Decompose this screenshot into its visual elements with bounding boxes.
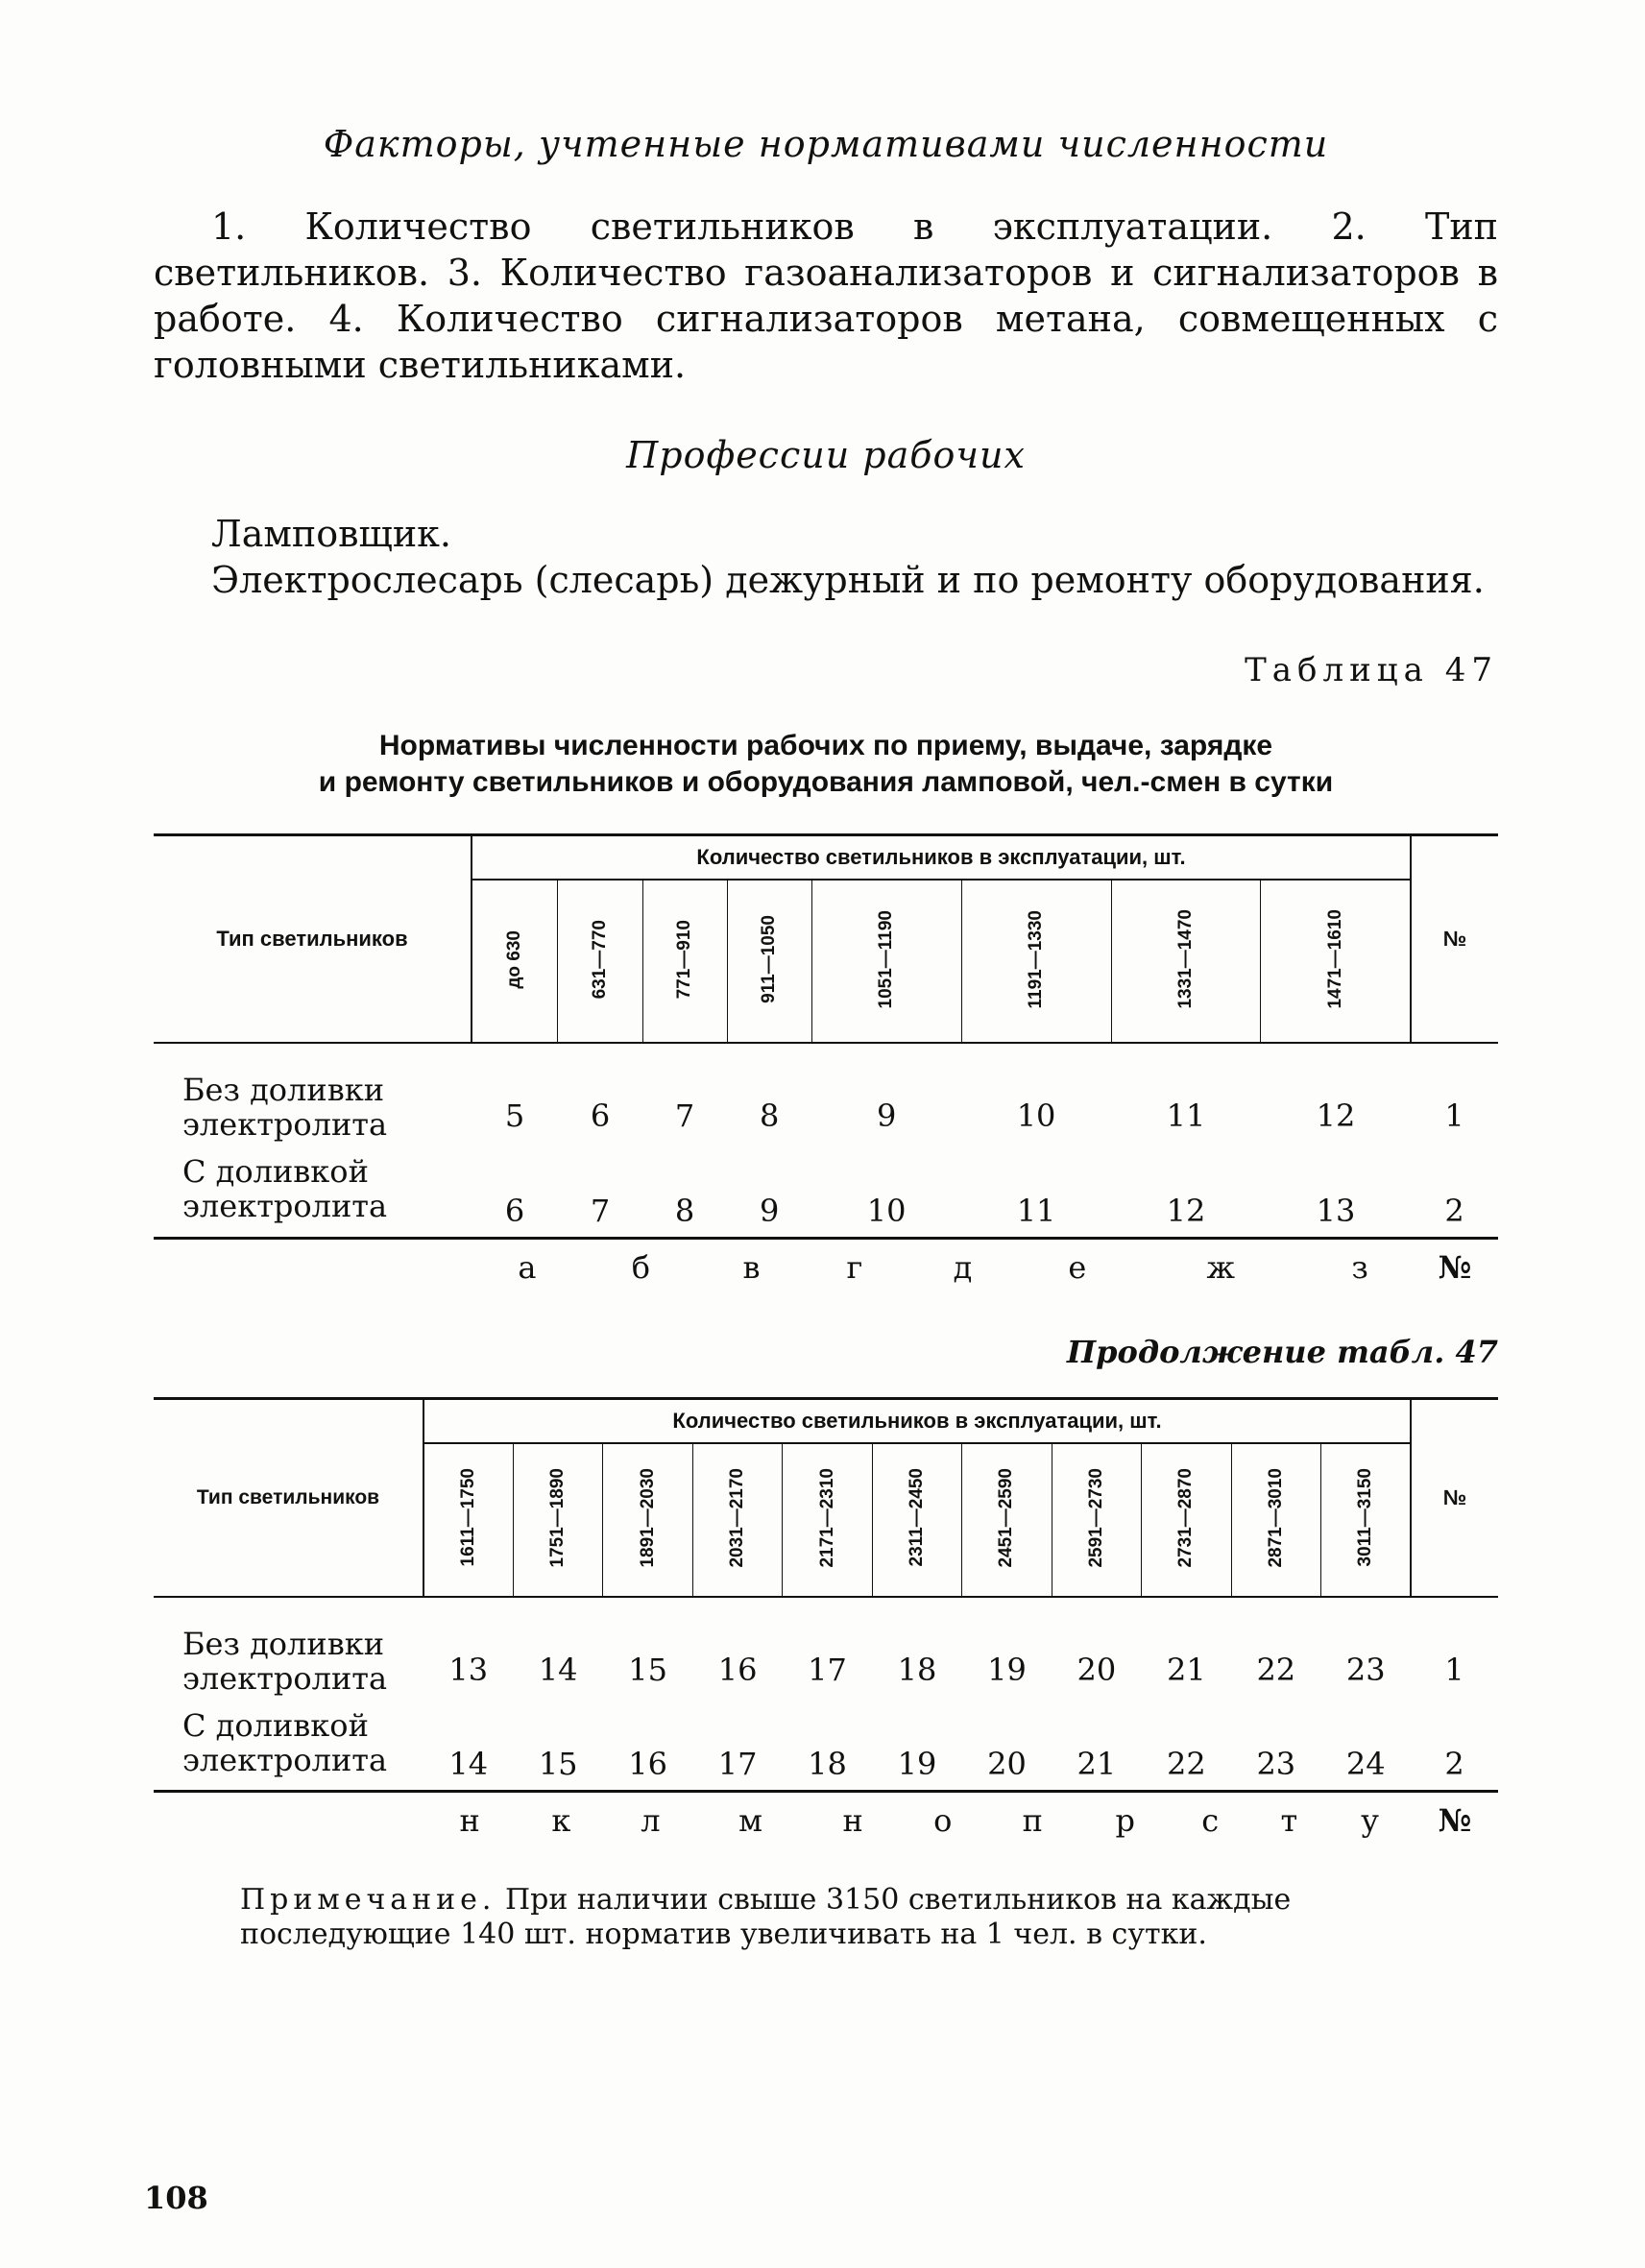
professions-title: Профессии рабочих: [626, 434, 1026, 476]
footer-spacer: [154, 1240, 471, 1295]
footer-letter: е: [1068, 1248, 1087, 1286]
footer-row: [154, 1240, 1498, 1295]
column-header: до 630: [472, 880, 558, 1043]
table-row: [154, 1597, 1498, 1696]
table-title: [154, 728, 1498, 801]
footer-letter: г: [846, 1248, 863, 1286]
footer-letter: к: [551, 1802, 571, 1839]
table-row: [154, 1696, 1498, 1792]
row-number: 1: [1444, 1098, 1464, 1134]
cell: 5: [504, 1098, 525, 1134]
factors-paragraph: 1. Количество светильников в эксплуатации. 2. Тип светильников. 3. Количество газоанализаторов и сигнализаторов в работе. 4. Количество сигнализаторов метана, совмещенных с головными светильниками.: [154, 205, 1498, 386]
column-header: 2871—3010: [1231, 1443, 1320, 1597]
column-header: 1051—1190: [811, 880, 961, 1043]
footer-letter: ж: [1206, 1248, 1235, 1286]
cell: 24: [1345, 1746, 1386, 1782]
factors-text: [154, 204, 1498, 388]
cell: 13: [1316, 1192, 1356, 1229]
page-number: 108: [144, 2180, 208, 2216]
table-1-footer: [154, 1240, 1498, 1295]
footer-letter: б: [631, 1248, 650, 1286]
cell: 9: [876, 1098, 897, 1134]
note-text: При наличии свыше 3150 светильников на каждые последующие 140 шт. норматив увеличивать на 1 чел. в сутки.: [240, 1883, 1292, 1951]
column-header: 2311—2450: [872, 1443, 961, 1597]
column-header: 1331—1470: [1111, 880, 1261, 1043]
row-label: Без доливки электролита: [182, 1072, 388, 1143]
footer-letter: м: [738, 1802, 763, 1839]
cell: 6: [590, 1098, 611, 1134]
type-header: Тип светильников: [154, 835, 472, 1044]
table-label: Таблица 47: [1245, 651, 1498, 689]
column-header: 1471—1610: [1261, 880, 1411, 1043]
column-header: 2591—2730: [1052, 1443, 1141, 1597]
footer-letter: д: [953, 1248, 973, 1286]
cell: 23: [1345, 1651, 1386, 1688]
cell: 22: [1166, 1746, 1206, 1782]
column-header: 911—1050: [727, 880, 811, 1043]
row-number: 2: [1444, 1192, 1464, 1229]
column-header: 3011—3150: [1321, 1443, 1411, 1597]
footer-letter: а: [518, 1248, 537, 1286]
cell: 19: [987, 1651, 1027, 1688]
cell: 22: [1256, 1651, 1296, 1688]
footer-letter: т: [1280, 1802, 1298, 1839]
cell: 13: [448, 1651, 489, 1688]
column-header: 2731—2870: [1142, 1443, 1231, 1597]
cell: 21: [1077, 1746, 1117, 1782]
note: [154, 1883, 1498, 1952]
cell: 12: [1316, 1098, 1356, 1134]
cell: 12: [1166, 1192, 1206, 1229]
professions-list: [154, 511, 1498, 603]
row-number: 1: [1444, 1651, 1464, 1688]
cell: 9: [759, 1192, 780, 1229]
column-header: 1891—2030: [603, 1443, 692, 1597]
type-header: Тип светильников: [154, 1398, 423, 1597]
table-continuation-label: Продолжение табл. 47: [1066, 1333, 1498, 1370]
column-header: 771—910: [642, 880, 727, 1043]
profession-item: Электрослесарь (слесарь) дежурный и по ремонту оборудования.: [211, 559, 1485, 601]
no-header: №: [1411, 1398, 1498, 1597]
column-header: 2451—2590: [962, 1443, 1052, 1597]
cell: 11: [1166, 1098, 1206, 1134]
row-number: 2: [1444, 1746, 1464, 1782]
footer-no: №: [1438, 1248, 1472, 1286]
column-header: 1611—1750: [423, 1443, 513, 1597]
footer-row: [154, 1793, 1498, 1848]
cell: 8: [759, 1098, 780, 1134]
norm-table-2: [154, 1397, 1498, 1794]
table-title-line: Нормативы численности рабочих по приему, выдаче, зарядке: [378, 730, 1273, 761]
cell: 18: [897, 1651, 937, 1688]
footer-no: №: [1438, 1802, 1472, 1839]
cell: 20: [1077, 1651, 1117, 1688]
cell: 20: [987, 1746, 1027, 1782]
factors-title: Факторы, учтенные нормативами численности: [323, 123, 1329, 165]
cell: 17: [808, 1651, 847, 1688]
footer-letter: н: [459, 1802, 480, 1839]
cell: 10: [1016, 1098, 1056, 1134]
cell: 15: [628, 1651, 667, 1688]
cell: 14: [448, 1746, 489, 1782]
table-2-footer: [154, 1793, 1498, 1848]
cell: 10: [866, 1192, 907, 1229]
cell: 14: [538, 1651, 578, 1688]
footer-letter: о: [933, 1802, 953, 1839]
column-header: 1751—1890: [513, 1443, 602, 1597]
column-header: 2031—2170: [692, 1443, 782, 1597]
footer-spacer: [154, 1793, 423, 1848]
footer-letter: п: [1022, 1802, 1043, 1839]
cell: 17: [717, 1746, 758, 1782]
footer-letter: л: [641, 1802, 661, 1839]
cell: 7: [590, 1192, 611, 1229]
cell: 18: [808, 1746, 847, 1782]
group-header: Количество светильников в эксплуатации, шт.: [423, 1398, 1411, 1443]
footer-letter: р: [1115, 1802, 1135, 1839]
cell: 11: [1016, 1192, 1056, 1229]
profession-item: Ламповщик.: [211, 513, 452, 555]
cell: 8: [674, 1192, 695, 1229]
group-header: Количество светильников в эксплуатации, шт.: [472, 835, 1411, 881]
footer-letter: з: [1351, 1248, 1368, 1286]
cell: 6: [504, 1192, 525, 1229]
row-label: Без доливки электролита: [182, 1625, 388, 1697]
cell: 7: [674, 1098, 695, 1134]
column-header: 1191—1330: [961, 880, 1111, 1043]
footer-letter: с: [1201, 1802, 1220, 1839]
column-header: 631—770: [558, 880, 642, 1043]
note-label: Примечание.: [240, 1883, 496, 1917]
cell: 15: [538, 1746, 578, 1782]
cell: 16: [628, 1746, 667, 1782]
table-title-line: и ремонту светильников и оборудования ламповой, чел.-смен в сутки: [318, 766, 1334, 798]
footer-letter: в: [742, 1248, 761, 1286]
norm-table-1: [154, 833, 1498, 1240]
cell: 21: [1166, 1651, 1206, 1688]
no-header: №: [1411, 835, 1498, 1044]
cell: 23: [1256, 1746, 1296, 1782]
column-header: 2171—2310: [783, 1443, 872, 1597]
row-label: С доливкой электролита: [182, 1153, 388, 1225]
cell: 19: [897, 1746, 937, 1782]
table-row: [154, 1142, 1498, 1238]
table-row: [154, 1043, 1498, 1142]
cell: 16: [717, 1651, 758, 1688]
row-label: С доливкой электролита: [182, 1706, 388, 1778]
footer-letter: у: [1361, 1802, 1379, 1839]
footer-letter: н: [842, 1802, 863, 1839]
page: [154, 0, 1498, 1952]
